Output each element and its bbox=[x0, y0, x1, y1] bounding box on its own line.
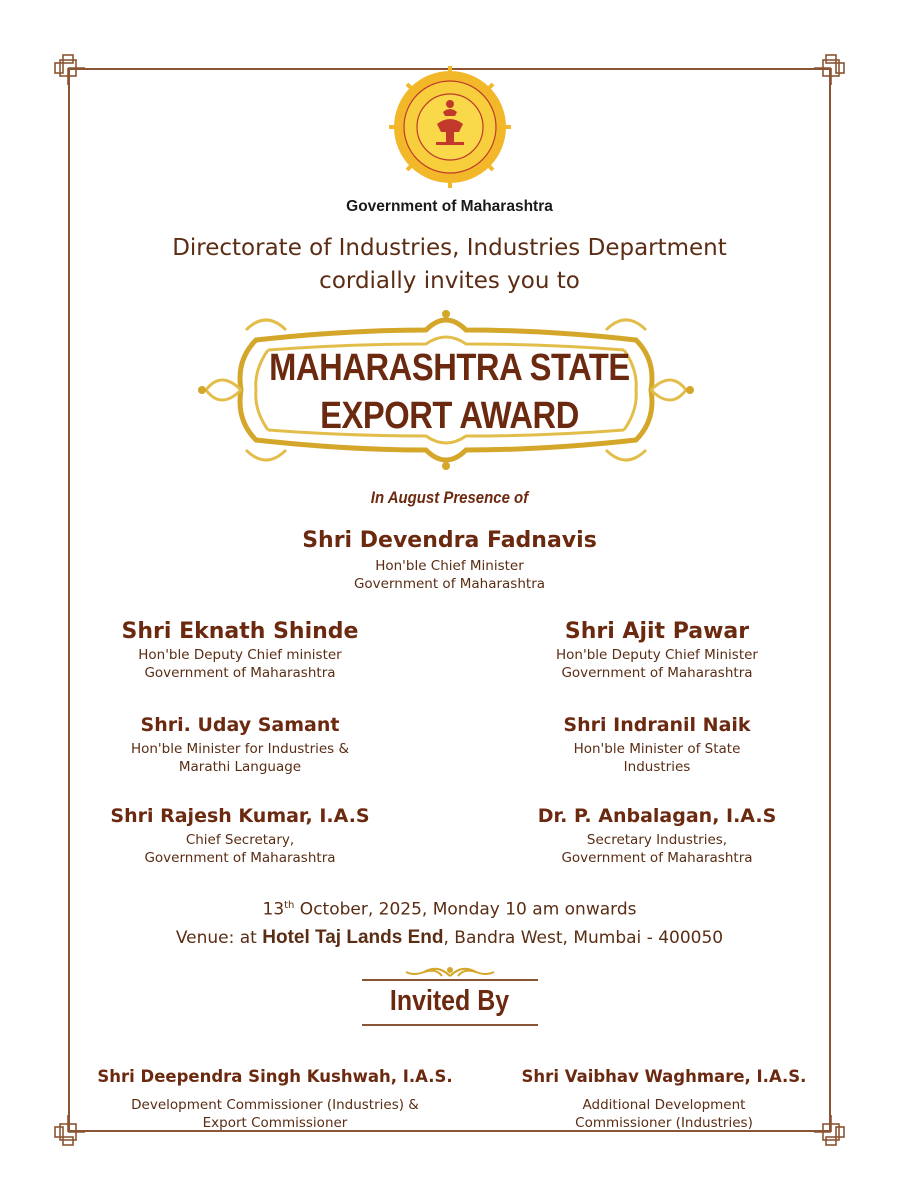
dignitary-designation: Hon'ble Deputy Chief Minister bbox=[556, 647, 758, 663]
event-date bbox=[0, 892, 899, 924]
award-title-line1: MAHARASHTRA STATE bbox=[269, 347, 630, 389]
dignitary-card bbox=[457, 714, 857, 776]
dignitary-designation: Hon'ble Minister of State bbox=[573, 741, 741, 757]
host-designation-line2: Export Commissioner bbox=[202, 1115, 348, 1131]
host-card bbox=[75, 1067, 475, 1132]
invited-by-heading: Invited By bbox=[389, 985, 510, 1017]
award-title-line2: EXPORT AWARD bbox=[320, 395, 579, 437]
dignitary-name: Dr. P. Anbalagan, I.A.S bbox=[537, 805, 777, 827]
dignitary-card bbox=[40, 619, 440, 682]
government-heading: Government of Maharashtra bbox=[346, 198, 553, 215]
dignitary-organisation: Government of Maharashtra bbox=[144, 665, 336, 681]
dignitary-designation: Chief Secretary, bbox=[185, 832, 295, 848]
dignitary-designation: Hon'ble Minister for Industries & bbox=[130, 741, 350, 757]
host-name: Shri Deependra Singh Kushwah, I.A.S. bbox=[97, 1067, 453, 1086]
host-name: Shri Vaibhav Waghmare, I.A.S. bbox=[521, 1067, 807, 1086]
dignitary-card bbox=[457, 805, 857, 867]
dignitary-organisation: Government of Maharashtra bbox=[144, 850, 336, 866]
corner-knot-icon bbox=[51, 51, 85, 85]
dignitary-designation: Secretary Industries, bbox=[586, 832, 728, 848]
directorate-line: Directorate of Industries, Industries Department bbox=[172, 235, 727, 261]
chief-guest-name: Shri Devendra Fadnavis bbox=[302, 528, 597, 553]
event-date-rest: October, 2025, Monday 10 am onwards bbox=[294, 899, 637, 920]
chief-guest-designation: Hon'ble Chief Minister bbox=[375, 558, 524, 574]
venue-address: , Bandra West, Mumbai - 400050 bbox=[443, 927, 724, 948]
host-designation-line2: Commissioner (Industries) bbox=[575, 1115, 753, 1131]
dignitary-name: Shri Indranil Naik bbox=[563, 714, 751, 736]
venue-name: Hotel Taj Lands End bbox=[262, 926, 444, 948]
dignitary-name: Shri. Uday Samant bbox=[140, 714, 340, 736]
chief-guest bbox=[0, 528, 899, 593]
venue-prefix: Venue: at bbox=[175, 927, 263, 948]
gold-scroll-frame-icon bbox=[196, 300, 696, 480]
dignitary-organisation: Government of Maharashtra bbox=[561, 665, 753, 681]
maharashtra-government-seal-icon bbox=[389, 66, 511, 188]
dignitary-card bbox=[40, 714, 440, 776]
dignitary-name: Shri Ajit Pawar bbox=[564, 619, 750, 644]
dignitary-card bbox=[457, 619, 857, 682]
corner-knot-icon bbox=[814, 51, 848, 85]
directorate-text bbox=[0, 232, 899, 298]
dignitary-organisation: Marathi Language bbox=[178, 759, 302, 775]
dignitary-organisation: Government of Maharashtra bbox=[561, 850, 753, 866]
event-date-suffix: th bbox=[284, 900, 295, 911]
dignitary-name: Shri Eknath Shinde bbox=[121, 619, 359, 644]
divider-line bbox=[362, 1024, 538, 1026]
event-details bbox=[0, 892, 899, 952]
ornament-divider-icon bbox=[362, 962, 538, 984]
host-designation: Additional Development bbox=[582, 1097, 746, 1113]
host-designation: Development Commissioner (Industries) & bbox=[131, 1097, 419, 1113]
presence-text: In August Presence of bbox=[370, 488, 529, 507]
event-venue bbox=[0, 924, 899, 952]
dignitary-card bbox=[40, 805, 440, 867]
dignitary-organisation: Industries bbox=[623, 759, 691, 775]
event-date-day: 13 bbox=[262, 899, 285, 920]
invitation-line: cordially invites you to bbox=[319, 268, 580, 294]
dignitary-name: Shri Rajesh Kumar, I.A.S bbox=[110, 805, 370, 827]
host-card bbox=[464, 1067, 864, 1132]
chief-guest-organisation: Government of Maharashtra bbox=[353, 576, 546, 592]
dignitary-designation: Hon'ble Deputy Chief minister bbox=[138, 647, 342, 663]
